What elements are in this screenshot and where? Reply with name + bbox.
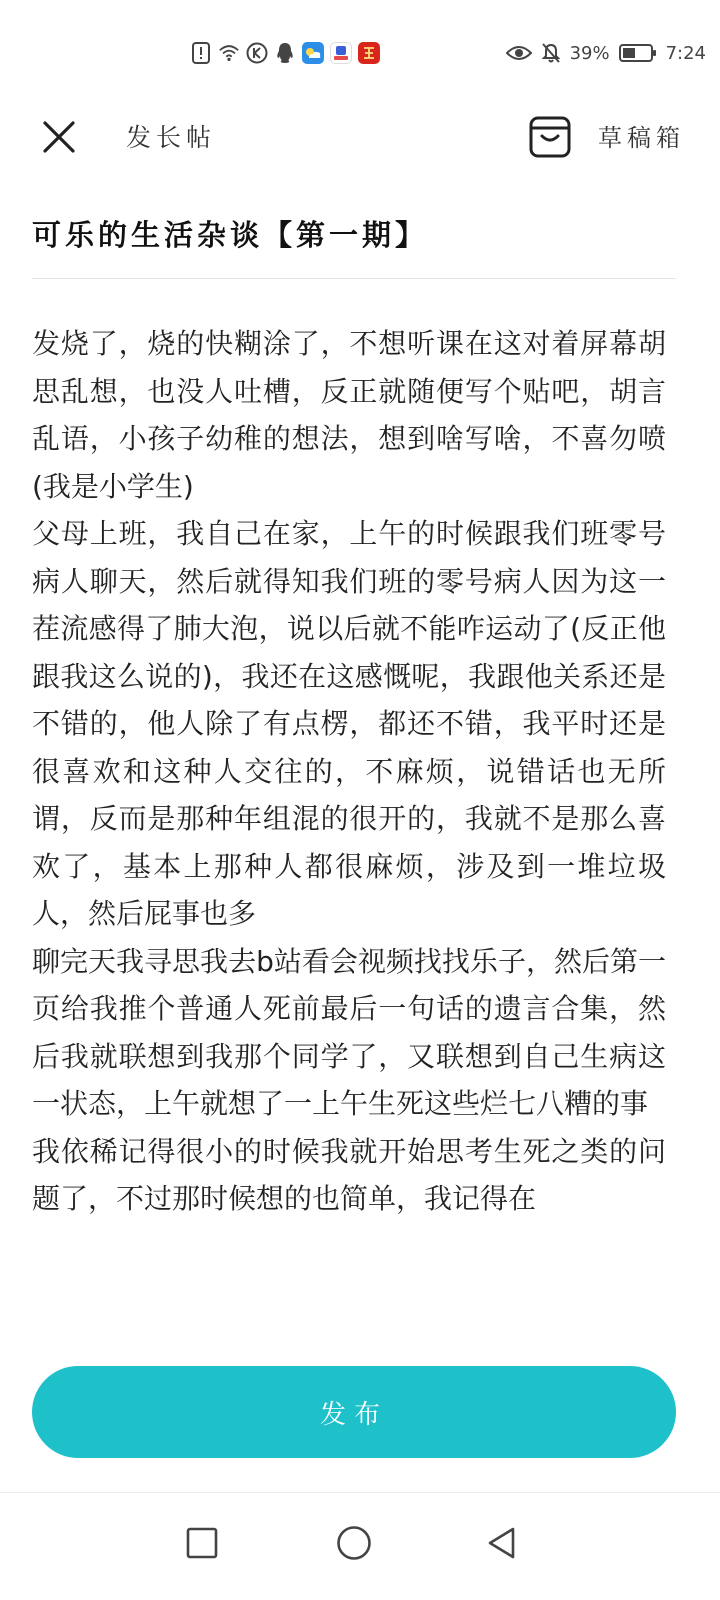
system-status [506,40,706,66]
battery-icon [618,42,658,64]
back-button[interactable] [470,1511,534,1575]
body-paragraph: 父母上班，我自己在家，上午的时候跟我们班零号病人聊天，然后就得知我们班的零号病人因为这一茬流感得了肺大泡，说以后就不能咋运动了(反正他跟我这么说的)，我还在这感慨呢，我跟他关系还是不错的，他人除了有点楞，都还不错，我平时还是很喜欢和这种人交往的，不麻烦，说错话也无所谓，反而是那种年组混的很开的，我就不是那么喜欢了，基本上那种人都很麻烦，涉及到一堆垃圾人，然后屁事也多 [32,517,666,930]
wifi-icon [218,42,240,64]
home-button[interactable] [322,1511,386,1575]
body-paragraph: 发烧了，烧的快糊涂了，不想听课在这对着屏幕胡思乱想，也没人吐槽，反正就随便写个贴吧，胡言乱语，小孩子幼稚的想法，想到啥写啥，不喜勿喷(我是小学生) [32,327,666,503]
page-title: 发长帖 [126,123,217,152]
notification-icons [190,40,380,66]
close-button[interactable] [36,114,82,160]
recents-button[interactable] [170,1511,234,1575]
app-icon [330,42,352,64]
post-title-input[interactable] [32,206,676,260]
clock: 7:24 [665,42,706,64]
draft-box-button[interactable] [528,112,572,160]
publish-label: 发布 [319,1399,388,1430]
k-icon [246,42,268,64]
qq-icon [274,42,296,64]
close-icon [42,120,76,154]
body-paragraph: 聊完天我寻思我去b站看会视频找找乐子，然后第一页给我推个普通人死前最后一句话的遗言合集，然后我就联想到我那个同学了，又联想到自己生病这一状态，上午就想了一上午生死这些烂七八糟的事 [32,944,666,1120]
draft-box-label[interactable]: 草稿箱 [598,124,685,152]
title-divider [32,278,676,279]
circle-icon [336,1525,372,1561]
publish-button[interactable] [32,1366,676,1458]
triangle-back-icon [486,1526,518,1560]
eye-icon [506,42,532,64]
alert-icon [190,42,212,64]
mute-bell-icon [540,42,562,64]
body-paragraph: 我依稀记得很小的时候我就开始思考生死之类的问题了，不过那时候想的也简单，我记得在 [32,1134,666,1215]
status-bar [0,0,720,104]
square-icon [186,1527,218,1559]
editor-header [0,104,720,176]
battery-percent: 39% [569,42,610,64]
weather-icon [302,42,324,64]
system-nav-bar [0,1493,720,1600]
post-body-editor[interactable] [32,320,666,1286]
inbox-icon [528,112,572,160]
xuexi-icon [358,42,380,64]
